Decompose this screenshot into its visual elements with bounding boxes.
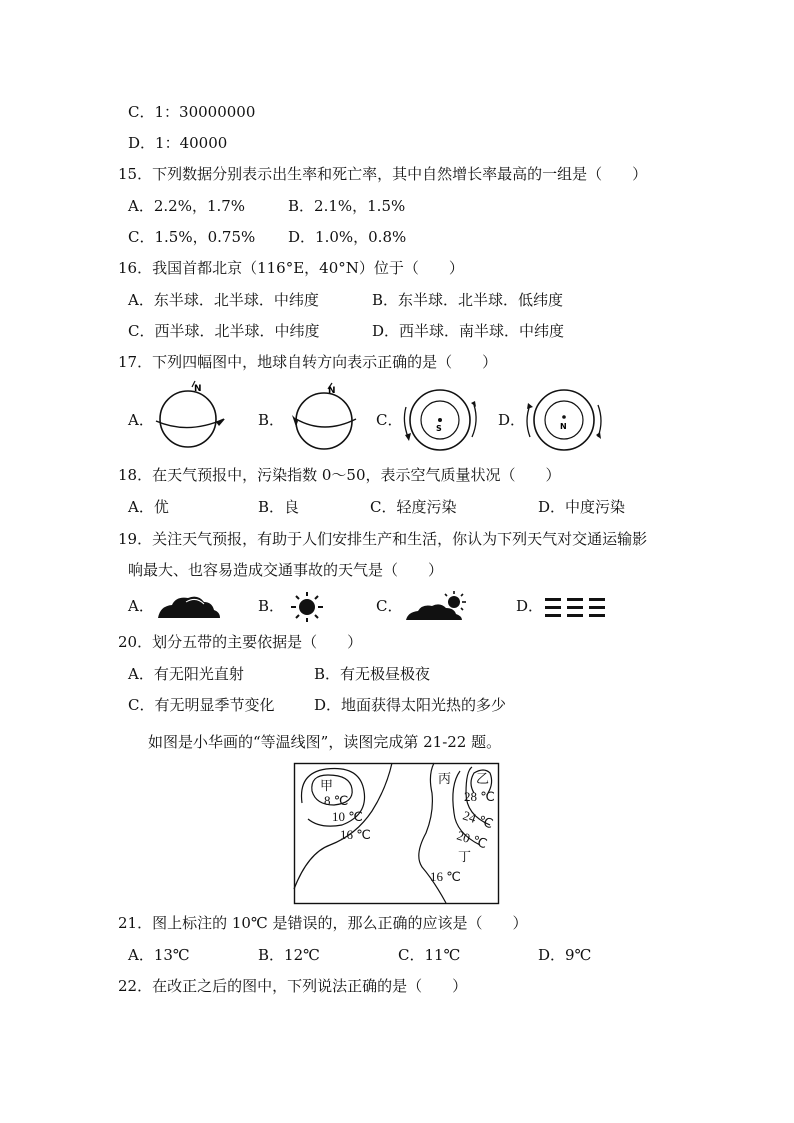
option-q16-a: A．东半球．北半球．中纬度 — [128, 291, 319, 309]
question-17: 17．下列四幅图中，地球自转方向表示正确的是（ ） — [118, 353, 498, 371]
option-q21-c: C．11℃ — [398, 946, 461, 964]
globe-a-north-label: N — [194, 384, 202, 394]
option-q17-c: C． — [376, 411, 403, 429]
option-q18-d: D．中度污染 — [538, 498, 626, 516]
polar-view-d-diagram — [524, 385, 604, 455]
option-q16-d: D．西半球．南半球．中纬度 — [372, 322, 565, 340]
option-q20-c: C．有无明显季节变化 — [128, 696, 275, 714]
option-q18-b: B．良 — [258, 498, 300, 516]
question-16: 16．我国首都北京（116°E，40°N）位于（ ） — [118, 259, 464, 277]
partly-cloudy-icon — [404, 590, 468, 622]
option-q18-a: A．优 — [128, 498, 169, 516]
polar-d-north-label: N — [560, 422, 567, 431]
isotherm-map — [294, 763, 500, 905]
map-intro-text: 如图是小华画的“等温线图”，读图完成第 21-22 题。 — [148, 733, 502, 751]
option-q19-c: C． — [376, 597, 403, 615]
option-q17-a: A． — [128, 411, 154, 429]
cloudy-icon — [156, 592, 222, 620]
option-q15-b: B．2.1%，1.5% — [288, 197, 406, 215]
question-19-line2: 响最大、也容易造成交通事故的天气是（ ） — [128, 561, 444, 579]
question-20: 20．划分五带的主要依据是（ ） — [118, 633, 363, 651]
polar-c-south-label: S — [436, 424, 442, 433]
option-q19-b: B． — [258, 597, 285, 615]
question-18: 18．在天气预报中，污染指数 0～50，表示空气质量状况（ ） — [118, 466, 561, 484]
option-q15-c: C．1.5%，0.75% — [128, 228, 256, 246]
map-label-16c-right: 16 ℃ — [430, 869, 461, 884]
map-label-8c: 8 ℃ — [324, 793, 349, 808]
option-q19-d: D． — [516, 597, 544, 615]
question-21: 21．图上标注的 10℃ 是错误的，那么正确的应该是（ ） — [118, 914, 528, 932]
map-label-bing: 丙 — [438, 771, 452, 786]
option-q20-d: D．地面获得太阳光热的多少 — [314, 696, 507, 714]
sunny-icon — [287, 591, 327, 623]
fog-icon — [544, 596, 606, 620]
option-q15-a: A．2.2%，1.7% — [128, 197, 246, 215]
map-label-10c: 10 ℃ — [332, 809, 363, 824]
option-q19-a: A． — [128, 597, 154, 615]
option-q15-d: D．1.0%，0.8% — [288, 228, 407, 246]
map-label-20c: 20 ℃ — [455, 827, 490, 852]
map-label-24c: 24 ℃ — [461, 807, 496, 832]
question-19-line1: 19．关注天气预报，有助于人们安排生产和生活，你认为下列天气对交通运输影 — [118, 530, 648, 548]
option-q16-b: B．东半球．北半球．低纬度 — [372, 291, 564, 309]
option-q20-b: B．有无极昼极夜 — [314, 665, 431, 683]
option-q21-b: B．12℃ — [258, 946, 320, 964]
option-q14-d: D．1：40000 — [128, 134, 228, 152]
globe-b-north-label: N — [328, 386, 336, 396]
map-label-yi: 乙 — [476, 771, 490, 786]
option-q17-b: B． — [258, 411, 285, 429]
globe-b-diagram — [288, 383, 368, 453]
option-q20-a: A．有无阳光直射 — [128, 665, 244, 683]
option-q18-c: C．轻度污染 — [370, 498, 457, 516]
map-label-jia: 甲 — [320, 778, 334, 793]
map-label-16c-left: 16 ℃ — [340, 827, 371, 842]
option-q14-c: C．1：30000000 — [128, 103, 256, 121]
question-15: 15．下列数据分别表示出生率和死亡率，其中自然增长率最高的一组是（ ） — [118, 165, 648, 183]
question-22: 22．在改正之后的图中，下列说法正确的是（ ） — [118, 977, 468, 995]
option-q21-d: D．9℃ — [538, 946, 592, 964]
polar-view-c-diagram — [402, 385, 480, 455]
map-label-ding: 丁 — [458, 849, 472, 864]
map-label-28c: 28 ℃ — [464, 789, 495, 804]
option-q16-c: C．西半球．北半球．中纬度 — [128, 322, 320, 340]
globe-a-diagram — [152, 383, 232, 453]
option-q17-d: D． — [498, 411, 526, 429]
option-q21-a: A．13℃ — [128, 946, 190, 964]
